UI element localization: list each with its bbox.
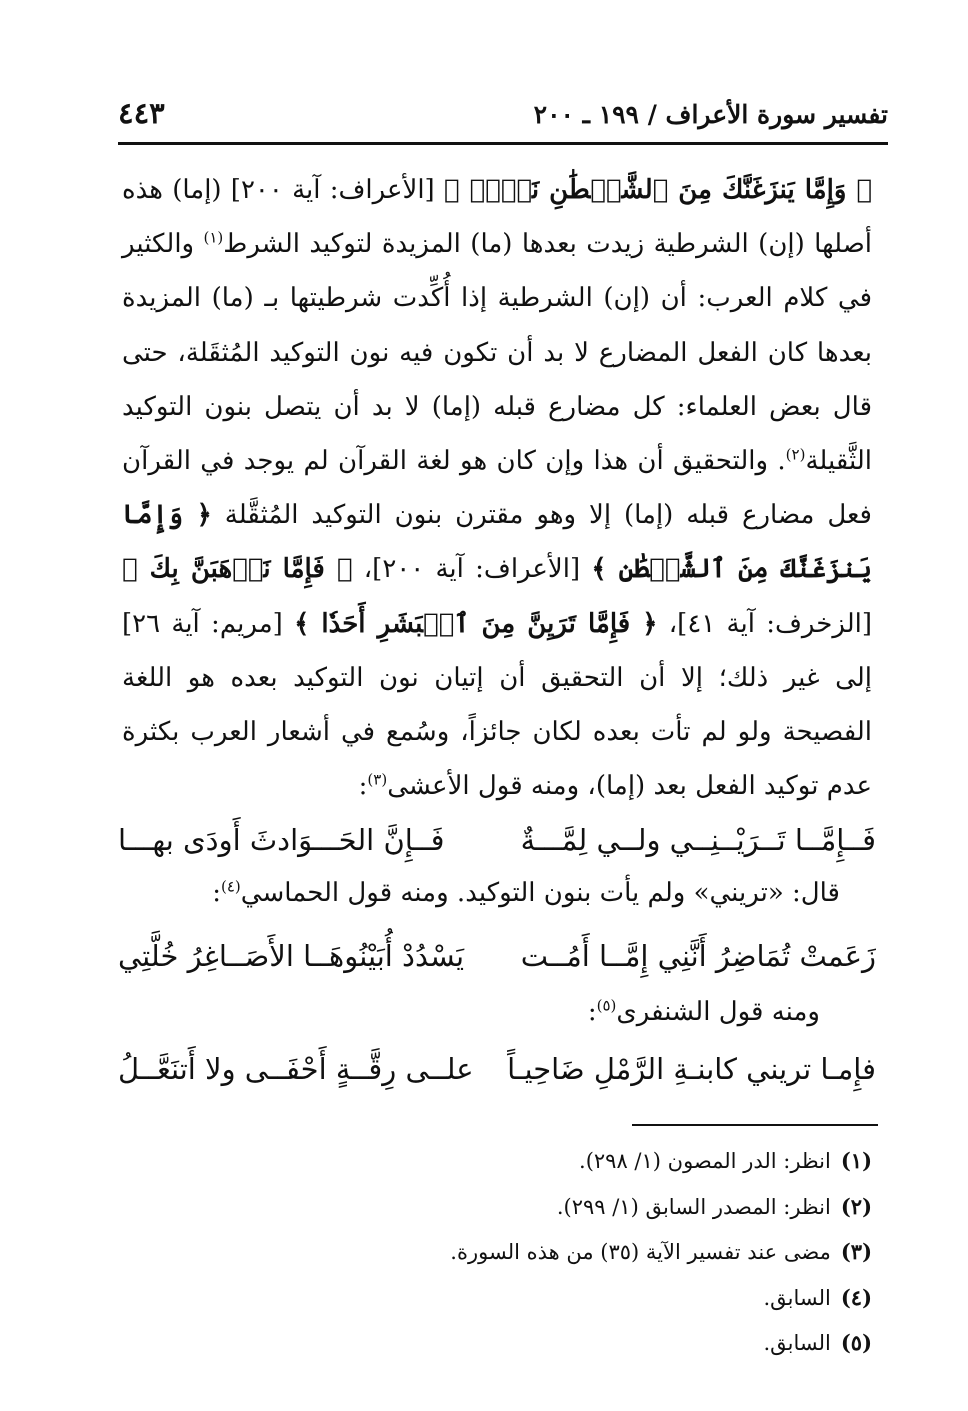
footnote-number: (٣) [840, 1239, 872, 1264]
text-segment: قال: «تريني» ولم يأت بنون التوكيد. ومنه قول الحماسي [240, 878, 840, 908]
footnote-divider [632, 1124, 878, 1126]
footnote-number: (١) [840, 1148, 872, 1173]
footnote-text: انظر: المصدر السابق (١/ ٢٩٩). [556, 1194, 831, 1219]
text-segment: والكثير في كلام العرب: أن (إن) الشرطية إذا أُكِّدت شرطيتها بـ (ما) المزيدة بعدها كان الفعل المضارع لا بد أن تكون فيه نون التوكيد المُثقَلة، حتى قال بعض العلماء: كل مضارع قبله (إما) لا بد أن يتصل بنون التوكيد الثَّقيلة [122, 229, 872, 477]
page-number: ٤٤٣ [118, 96, 165, 130]
footnote [272, 1184, 872, 1230]
text-segment: [الزخرف: آية ٤١]، [657, 608, 872, 639]
footnote [272, 1138, 872, 1184]
footnote-text: مضى عند تفسير الآية (٣٥) من هذه السورة. [450, 1240, 831, 1264]
verse-first-hemistich: فإِمـا تريني كابنـةِ الرَّمْلِ ضَاحِيـاً [507, 1052, 876, 1086]
footnote-ref: (٥) [596, 996, 617, 1015]
footnote-number: (٢) [840, 1193, 872, 1219]
footnote-text: انظر: الدر المصون (١/ ٢٩٨). [579, 1149, 831, 1173]
text-segment: [الأعراف: آية ٢٠٠] (إما) هذه أصلها (إن) الشرطية زيدت بعدها (ما) المزيدة لتوكيد الشرط [122, 175, 872, 260]
verse-second-hemistich: يَسْدُدْ أُبَيْنُوهَــا الأَصَــاغِرُ خُلَّتِي [118, 939, 465, 973]
quran-quote: ﴿ وَإِمَّا يَنزَغَنَّكَ مِنَ ٱلشَّيۡطَٰنِ ﴾ [122, 500, 872, 585]
verse-first-hemistich: زَعَمتْ تُمَاضِرُ أَنَّنِي إِمَّــا أَمُــت [520, 939, 876, 973]
footnote-ref: (١) [203, 228, 224, 247]
text-segment: [مريم: آية ٢٦] إلى غير ذلك؛ إلا أن التحقيق أن إتيان نون التوكيد بعده هو اللغة الفصيحة ولو لم تأت بعده لكان جائزاً، وسُمع في أشعار العرب بكثرة عدم توكيد الفعل بعد (إما)، ومنه قول الأعشى [122, 608, 872, 802]
footnote-ref: (٢) [785, 445, 806, 464]
verse-first-hemistich: فَــإِمَّــا تَــرَيْــنِــي ولــي لِمَّـــةٌ [520, 823, 876, 857]
page-header [118, 96, 888, 145]
text-segment: : [212, 878, 221, 908]
footnote-ref: (٤) [221, 877, 241, 896]
commentary-line [588, 997, 820, 1027]
footnote [272, 1320, 872, 1366]
footnote [272, 1275, 872, 1321]
quran-quote: ﴿ فَإِمَّا نَذۡهَبَنَّ بِكَ ﴾ [122, 554, 353, 585]
footnote-ref: (٣) [367, 770, 388, 789]
running-title: تفسير سورة الأعراف / ١٩٩ ـ ٢٠٠ [533, 100, 888, 129]
verse-second-hemistich: علــى رِقَّــةٍ أَحْفَــى ولا أَتنَعَّــلُ [118, 1052, 474, 1086]
text-segment: . والتحقيق أن هذا وإن كان هو لغة القرآن لم يوجد في القرآن فعل مضارع قبله (إما) إلا وهو مقترن بنون التوكيد المُثقَّلة [122, 446, 872, 531]
main-paragraph [122, 163, 872, 813]
footnote-number: (٥) [840, 1330, 872, 1355]
poem-verse-1 [118, 823, 876, 883]
footnote-text: السابق. [763, 1285, 831, 1310]
poem-verse-3 [118, 1052, 876, 1112]
footnotes [272, 1138, 872, 1366]
footnote-text: السابق. [763, 1331, 831, 1355]
text-segment: ومنه قول الشنفرى [616, 997, 820, 1027]
poem-verse-2 [118, 939, 876, 999]
main-text [122, 163, 872, 813]
text-segment: [الأعراف: آية ٢٠٠]، [352, 554, 592, 585]
commentary-line [212, 878, 840, 908]
verse-second-hemistich: فَــإِنَّ الحَـــوَادثَ أَودَى بهـــا [118, 823, 445, 857]
text-segment: : [587, 997, 597, 1027]
quran-quote: ﴿ وَإِمَّا يَنزَغَنَّكَ مِنَ ٱلشَّيۡطَٰنِ نَزۡغٞ ﴾ [443, 175, 872, 205]
footnote-number: (٤) [840, 1284, 872, 1310]
footnote [272, 1229, 872, 1275]
text-segment: : [358, 771, 368, 802]
quran-quote: ﴿ فَإِمَّا تَرَيِنَّ مِنَ ٱلۡبَشَرِ أَحَدٗا ﴾ [294, 608, 658, 639]
